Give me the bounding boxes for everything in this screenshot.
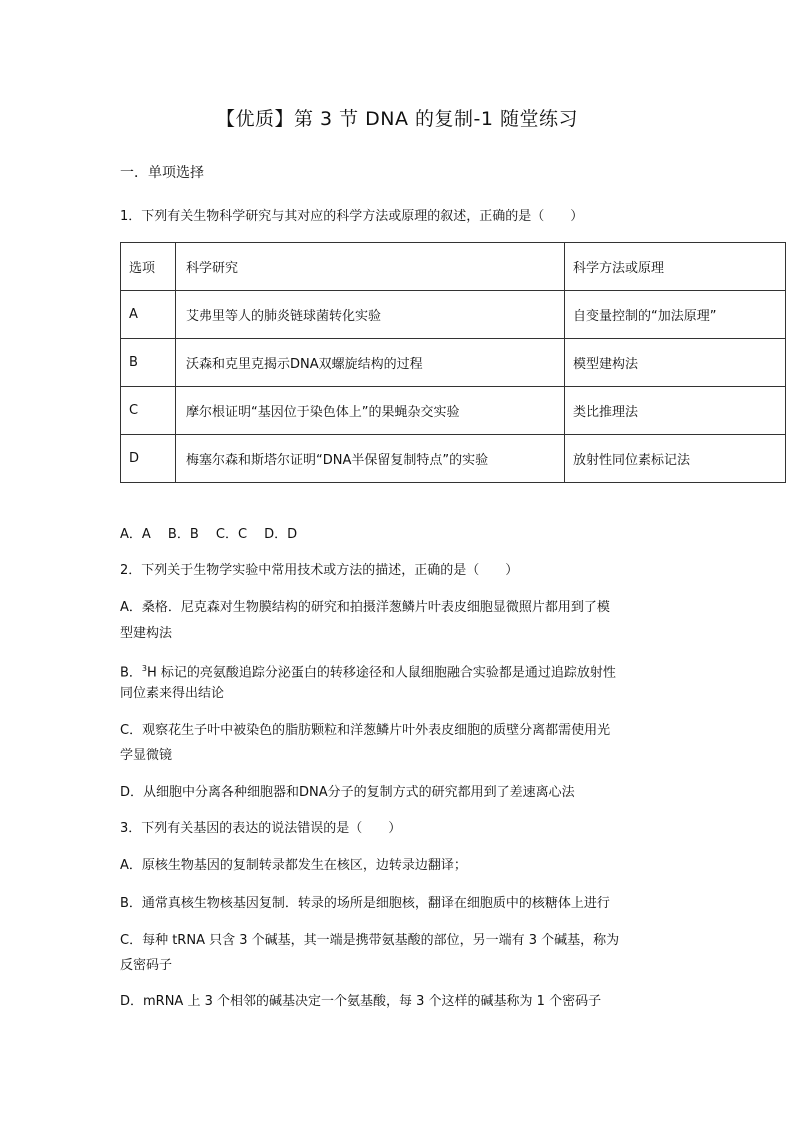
research-cell: 摩尔根证明“基因位于染色体上”的果蝇杂交实验 (176, 387, 565, 435)
question-2-option-a-cont: 型建构法 (120, 626, 173, 641)
question-1-stem: 1．下列有关生物科学研究与其对应的科学方法或原理的叙述，正确的是（ ） (120, 209, 584, 224)
question-3-option-c: C．每种 tRNA 只含 3 个碱基，其一端是携带氨基酸的部位，另一端有 3 个碱基，称为 (120, 933, 620, 948)
question-2-option-d: D．从细胞中分离各种细胞器和DNA分子的复制方式的研究都用到了差速离心法 (120, 785, 575, 800)
research-cell: 沃森和克里克揭示DNA双螺旋结构的过程 (176, 339, 565, 387)
question-1-table (120, 242, 786, 483)
question-3-stem: 3．下列有关基因的表达的说法错误的是（ ） (120, 821, 402, 836)
table-header-row (121, 243, 786, 291)
option-cell: B (121, 339, 176, 387)
table-row (121, 387, 786, 435)
question-3-option-b: B．通常真核生物核基因复制．转录的场所是细胞核，翻译在细胞质中的核糖体上进行 (120, 896, 610, 911)
table-header-cell: 科学研究 (176, 243, 565, 291)
method-cell: 类比推理法 (565, 387, 786, 435)
table-header-cell: 科学方法或原理 (565, 243, 786, 291)
option-cell: A (121, 291, 176, 339)
method-cell: 放射性同位素标记法 (565, 435, 786, 483)
question-3-option-c-cont: 反密码子 (120, 958, 173, 973)
method-cell: 自变量控制的“加法原理” (565, 291, 786, 339)
question-2-stem: 2．下列关于生物学实验中常用技术或方法的描述，正确的是（ ） (120, 563, 519, 578)
research-cell: 艾弗里等人的肺炎链球菌转化实验 (176, 291, 565, 339)
option-b-text: H 标记的亮氨酸追踪分泌蛋白的转移途径和人鼠细胞融合实验都是通过追踪放射性 (147, 665, 616, 681)
question-3-option-d: D．mRNA 上 3 个相邻的碱基决定一个氨基酸，每 3 个这样的碱基称为 1 个密码子 (120, 994, 602, 1009)
table-row (121, 291, 786, 339)
question-2-option-b (120, 659, 616, 683)
question-2-option-a: A．桑格．尼克森对生物膜结构的研究和拍摄洋葱鳞片叶表皮细胞显微照片都用到了模 (120, 600, 610, 615)
option-b-prefix: B． (120, 665, 142, 681)
table-header-cell: 选项 (121, 243, 176, 291)
table-row (121, 339, 786, 387)
research-cell: 梅塞尔森和斯塔尔证明“DNA半保留复制特点”的实验 (176, 435, 565, 483)
question-2-option-c: C．观察花生子叶中被染色的脂肪颗粒和洋葱鳞片叶外表皮细胞的质壁分离都需使用光 (120, 723, 611, 738)
method-cell: 模型建构法 (565, 339, 786, 387)
question-3-option-a: A．原核生物基因的复制转录都发生在核区，边转录边翻译； (120, 858, 467, 873)
question-2-option-b-cont: 同位素来得出结论 (120, 686, 225, 701)
isotope-superscript: 3 (141, 664, 148, 673)
question-1-answers: A．A B．B C．C D．D (120, 527, 298, 542)
question-2-option-c-cont: 学显微镜 (120, 748, 173, 763)
page-title: 【优质】第 3 节 DNA 的复制-1 随堂练习 (215, 108, 579, 130)
option-cell: C (121, 387, 176, 435)
option-cell: D (121, 435, 176, 483)
section-heading: 一．单项选择 (120, 165, 204, 181)
table-row (121, 435, 786, 483)
